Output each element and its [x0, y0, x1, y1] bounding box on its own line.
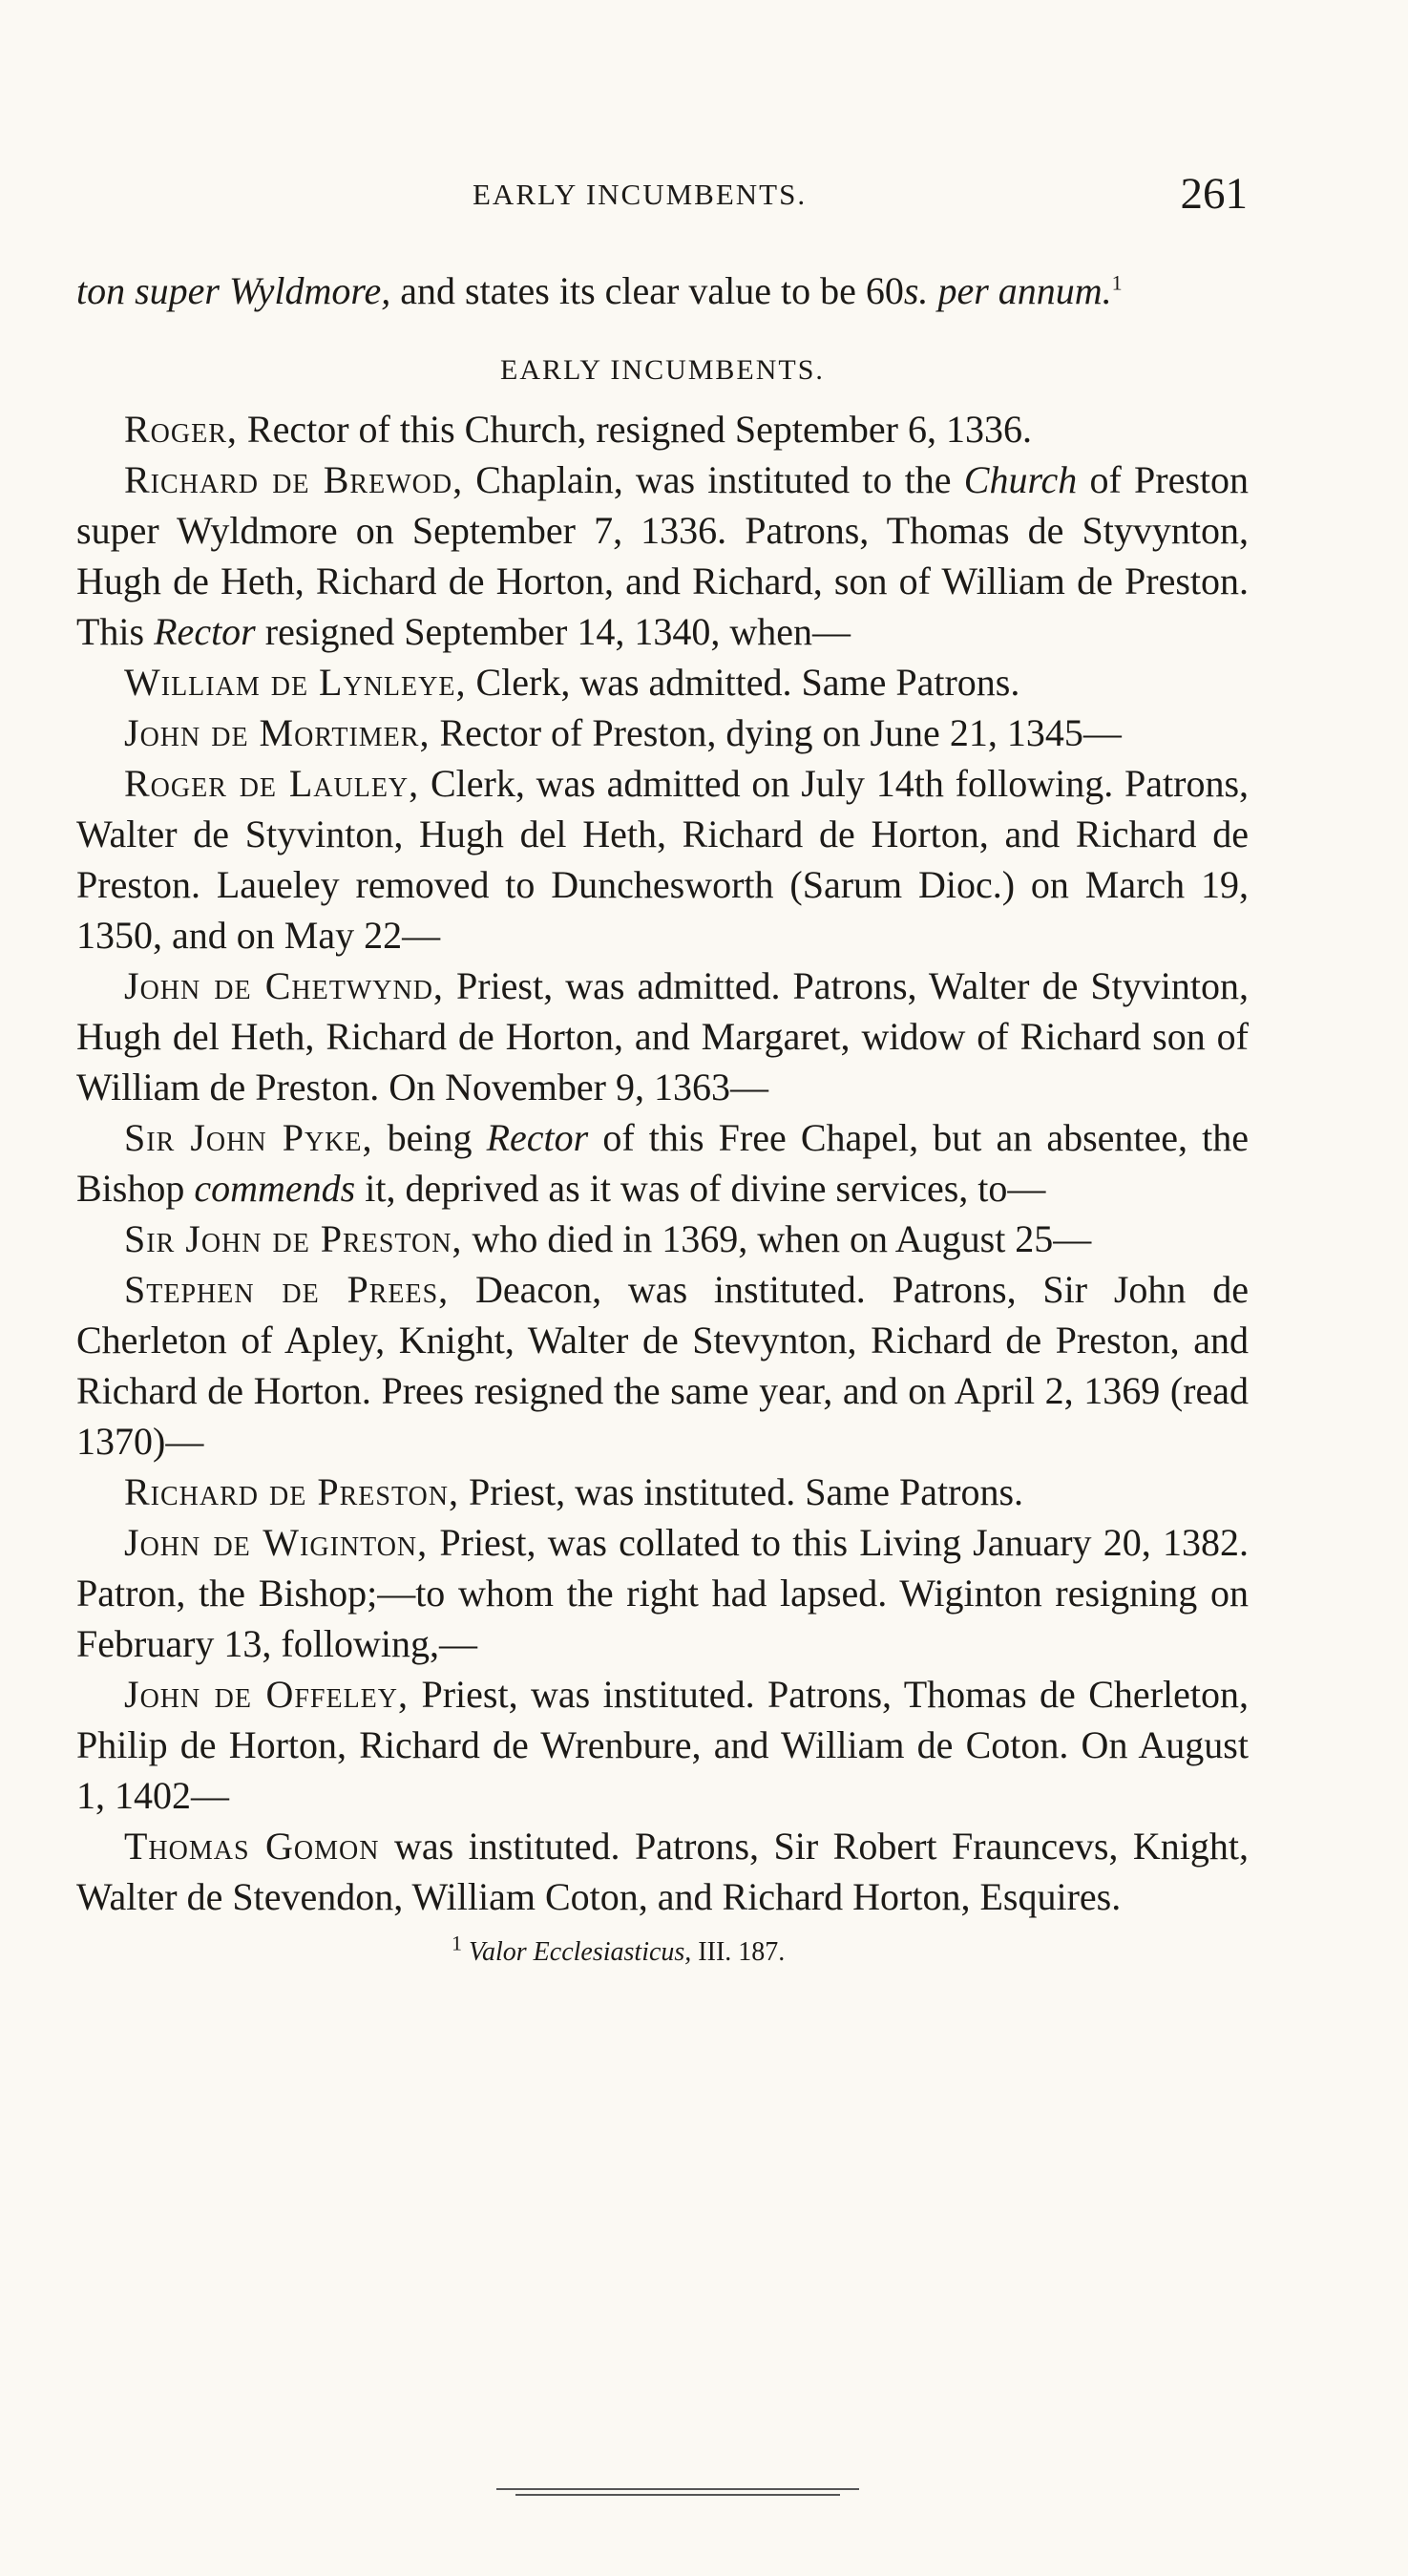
incumbent-entry: [76, 404, 1249, 454]
entry-text: of this Free Chapel, but an absentee, the Bishop: [76, 1116, 1249, 1210]
intro-per-annum: per annum.: [937, 269, 1112, 312]
entry-italic: Church: [963, 458, 1078, 501]
entry-text: Rector of Preston, dying on June 21, 1345—: [430, 711, 1122, 754]
entry-text: being: [372, 1116, 487, 1159]
incumbent-name: Stephen de Prees,: [124, 1268, 450, 1311]
entry-text: it, deprived as it was of divine services, to—: [355, 1167, 1046, 1210]
entry-text: who died in 1369, when on August 25—: [462, 1217, 1092, 1260]
page-body: [76, 265, 1249, 1998]
entry-text: Clerk, was admitted on July 14th following. Patrons, Walter de Styvinton, Hugh del Heth, Richard de Horton, and Richard de Preston. Laueley removed to Dunchesworth (Sarum Dioc.) on March 19, 1350, and on May 22—: [76, 762, 1250, 957]
footnote-title: Valor Ecclesiasticus,: [469, 1937, 692, 1967]
incumbent-name: John de Chetwynd,: [124, 964, 444, 1007]
entry-italic: Rector: [486, 1116, 589, 1159]
running-head: EARLY INCUMBENTS.: [473, 178, 808, 211]
incumbent-name: Sir John Pyke,: [124, 1116, 373, 1159]
entry-text: of Preston super Wyldmore on September 7, 1336. Patrons, Thomas de Styvynton, Hugh de Heth, Richard de Horton, and Richard, son of William de Preston. This: [76, 458, 1249, 653]
incumbent-entry: [76, 454, 1249, 657]
intro-paragraph: [76, 265, 1249, 316]
incumbent-name: John de Offeley,: [124, 1673, 410, 1716]
incumbent-name: Roger,: [124, 408, 238, 451]
entry-text: Chaplain, was instituted to the: [463, 458, 964, 501]
footnote: [76, 1933, 1249, 1972]
incumbent-entry: [76, 961, 1249, 1112]
incumbent-name: Thomas Gomon: [124, 1825, 380, 1868]
entry-text: Deacon, was instituted. Patrons, Sir John de Cherleton of Apley, Knight, Walter de Stevynton, Richard de Preston, and Richard de Horton. Prees resigned the same year, and on April 2, 1369 (read 1370)—: [76, 1268, 1249, 1463]
entry-text: Rector of this Church, resigned September 6, 1336.: [237, 408, 1032, 451]
intro-italic-place: ton super Wyldmore,: [76, 269, 391, 312]
incumbent-name: William de Lynleye,: [124, 661, 467, 704]
incumbent-name: Sir John de Preston,: [124, 1217, 463, 1260]
entry-text: Priest, was instituted. Same Patrons.: [458, 1470, 1024, 1513]
incumbent-entry: [76, 707, 1249, 758]
incumbent-entry: [76, 1669, 1249, 1821]
bottom-rule: [515, 2494, 840, 2496]
incumbent-entry: [76, 1467, 1249, 1517]
incumbent-entry: [76, 1821, 1249, 1922]
incumbent-entry: [76, 657, 1249, 707]
entry-italic: Rector: [154, 610, 256, 653]
entry-text: Clerk, was admitted. Same Patrons.: [466, 661, 1020, 704]
bottom-rule: [496, 2488, 859, 2490]
incumbent-name: John de Mortimer,: [124, 711, 431, 754]
entry-text: Priest, was collated to this Living January 20, 1382. Patron, the Bishop;—to whom the right had lapsed. Wiginton resigning on February 13, following,—: [76, 1521, 1249, 1665]
incumbent-name: Roger de Lauley,: [124, 762, 420, 805]
footnote-reference: 1: [1111, 270, 1123, 295]
entry-text: Priest, was admitted. Patrons, Walter de Styvinton, Hugh del Heth, Richard de Horton, and Margaret, widow of Richard son of William de Preston. On November 9, 1363—: [76, 964, 1249, 1109]
incumbent-entry: [76, 1112, 1249, 1214]
incumbent-entry: [76, 758, 1249, 961]
page-header: [0, 168, 1408, 225]
intro-shillings: s.: [903, 269, 929, 312]
incumbent-name: John de Wiginton,: [124, 1521, 429, 1564]
entry-text: Priest, was instituted. Patrons, Thomas de Cherleton, Philip de Horton, Richard de Wrenbure, and William de Coton. On August 1, 1402—: [76, 1673, 1249, 1817]
incumbent-name: Richard de Brewod,: [124, 458, 464, 501]
entry-text: was instituted. Patrons, Sir Robert Frauncevs, Knight, Walter de Stevendon, William Coton, and Richard Horton, Esquires.: [76, 1825, 1249, 1918]
footnote-ref: III. 187.: [691, 1937, 786, 1967]
incumbent-name: Richard de Preston,: [124, 1470, 459, 1513]
page-number: 261: [1180, 169, 1248, 219]
section-title: EARLY INCUMBENTS.: [500, 354, 825, 386]
incumbent-entry: [76, 1264, 1249, 1467]
entry-italic: commends: [194, 1167, 356, 1210]
entry-text: resigned September 14, 1340, when—: [255, 610, 851, 653]
incumbent-entry: [76, 1214, 1249, 1264]
footnote-marker: 1: [452, 1931, 462, 1955]
incumbent-entry: [76, 1517, 1249, 1669]
intro-text: and states its clear value to be 60: [390, 269, 904, 312]
